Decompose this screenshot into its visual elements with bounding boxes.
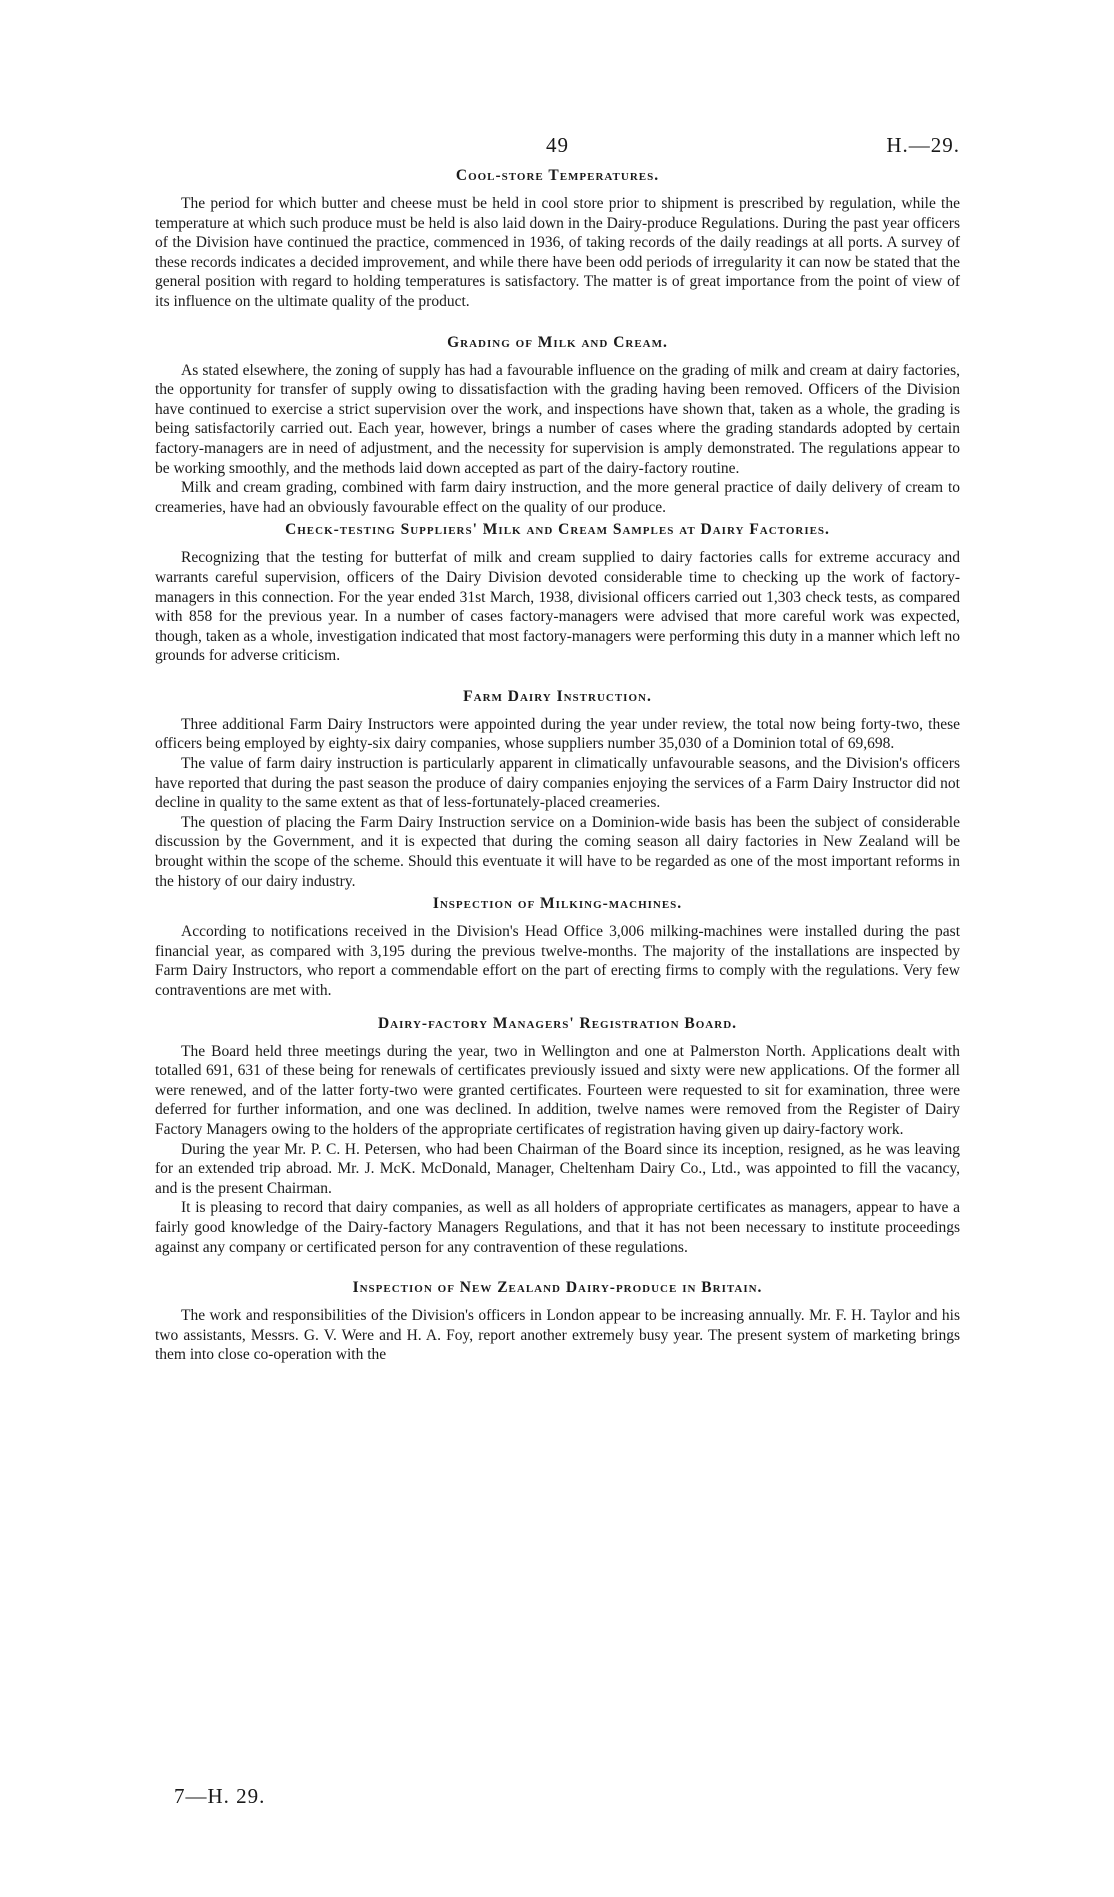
section-grading-milk-cream (155, 334, 960, 518)
paragraph: The value of farm dairy instruction is particularly apparent in climatically unfavourable seasons, and the Division's officers have reported that during the past season the produce of dairy companies enjoying the services of a Farm Dairy Instructor did not decline in quality to the same extent as that of less-fortunately-placed creameries. (155, 755, 960, 812)
paragraph: It is pleasing to record that dairy companies, as well as all holders of appropriate certificates as managers, appear to have a fairly good knowledge of the Dairy-factory Managers Regulations, and that it has not been necessary to institute proceedings against any company or certificated person for any contravention of these regulations. (155, 1199, 960, 1256)
section-heading: Cool-store Temperatures. (455, 167, 660, 184)
printer-signature: 7—H. 29. (174, 1784, 266, 1808)
section-inspection-britain (155, 1279, 960, 1365)
section-milking-machines (155, 895, 960, 1000)
section-check-testing (155, 521, 960, 666)
section-heading: Dairy-factory Managers' Registration Board. (377, 1014, 738, 1032)
paragraph: The Board held three meetings during the year, two in Wellington and one at Palmerston North. Applications dealt with totalled 691, 631 of these being for renewals of certificates previously issued and sixty were new applications. Of the former all were renewed, and of the latter forty-two were granted certificates. Fourteen were requested to sit for examination, three were deferred for further information, and one was declined. In addition, twelve names were removed from the Register of Dairy Factory Managers owing to the holders of the appropriate certificates of registration having given up dairy-factory work. (155, 1042, 960, 1138)
section-heading: Farm Dairy Instruction. (463, 687, 652, 705)
paragraph: Milk and cream grading, combined with farm dairy instruction, and the more general practice of daily delivery of cream to creameries, have had an obviously favourable effect on the quality of our produce. (155, 479, 960, 516)
paragraph: The question of placing the Farm Dairy Instruction service on a Dominion-wide basis has been the subject of considerable discussion by the Government, and it is expected that during the coming season all dairy factories in New Zealand will be brought within the scope of the scheme. Should this eventuate it will have to be regarded as one of the most important reforms in the history of our dairy industry. (155, 813, 960, 890)
paragraph: The period for which butter and cheese must be held in cool store prior to shipment is prescribed by regulation, while the temperature at which such produce must be held is also laid down in the Dairy-produce Regulations. During the past year officers of the Division have continued the practice, commenced in 1936, of taking records of the daily readings at all ports. A survey of these records indicates a decided improvement, and while there have been odd periods of irregularity it can now be stated that the general position with regard to holding temperatures is satisfactory. The matter is of great importance from the point of view of its influence on the ultimate quality of the product. (155, 195, 960, 310)
paragraph: The work and responsibilities of the Division's officers in London appear to be increasing annually. Mr. F. H. Taylor and his two assistants, Messrs. G. V. Were and H. A. Foy, report another extremely busy year. The present system of marketing brings them into close co-operation with the (155, 1307, 960, 1364)
document-reference: H.—29. (886, 133, 960, 157)
paragraph: During the year Mr. P. C. H. Petersen, who had been Chairman of the Board since its inception, resigned, as he was leaving for an extended trip abroad. Mr. J. McK. McDonald, Manager, Cheltenham Dairy Co., Ltd., was appointed to fill the vacancy, and is the present Chairman. (155, 1140, 960, 1197)
section-cool-store-temperatures (155, 167, 960, 312)
paragraph: According to notifications received in the Division's Head Office 3,006 milking-machines were installed during the past financial year, as compared with 3,195 during the previous twelve-months. The majority of the installations are inspected by Farm Dairy Instructors, who report a commendable effort on the part of erecting firms to comply with the regulations. Very few contraventions are met with. (155, 923, 960, 999)
section-heading: Inspection of Milking-machines. (432, 895, 683, 913)
section-farm-dairy-instruction (155, 688, 960, 891)
section-heading: Inspection of New Zealand Dairy-produce in Britain. (352, 1279, 763, 1297)
section-heading: Grading of Milk and Cream. (447, 333, 668, 351)
paragraph: As stated elsewhere, the zoning of supply has had a favourable influence on the grading of milk and cream at dairy factories, the opportunity for transfer of supply owing to dissatisfaction with the grading having been removed. Officers of the Division have continued to exercise a strict supervision over the work, and inspections have shown that, taken as a whole, the grading is being satisfactorily carried out. Each year, however, brings a number of cases where the grading standards adopted by certain factory-managers are in need of adjustment, and the necessity for supervision is amply demonstrated. The regulations appear to be working smoothly, and the methods laid down accepted as part of the dairy-factory routine. (155, 361, 960, 477)
paragraph: Recognizing that the testing for butterfat of milk and cream supplied to dairy factories calls for extreme accuracy and warrants careful supervision, officers of the Dairy Division devoted considerable time to checking up the work of factory-managers in this connection. For the year ended 31st March, 1938, divisional officers carried out 1,303 check tests, as compared with 858 for the previous year. In a number of cases factory-managers were advised that more careful work was expected, though, taken as a whole, investigation indicated that most factory-managers were performing this duty in a manner which left no grounds for adverse criticism. (155, 549, 960, 665)
page-number: 49 (546, 133, 569, 157)
page-header (155, 133, 960, 163)
document-page (155, 133, 960, 1365)
section-heading: Check-testing Suppliers' Milk and Cream Samples at Dairy Factories. (285, 521, 830, 539)
paragraph: Three additional Farm Dairy Instructors were appointed during the year under review, the total now being forty-two, these officers being employed by eighty-six dairy companies, whose suppliers number 35,030 of a Dominion total of 69,698. (155, 715, 960, 753)
section-registration-board (155, 1015, 960, 1258)
